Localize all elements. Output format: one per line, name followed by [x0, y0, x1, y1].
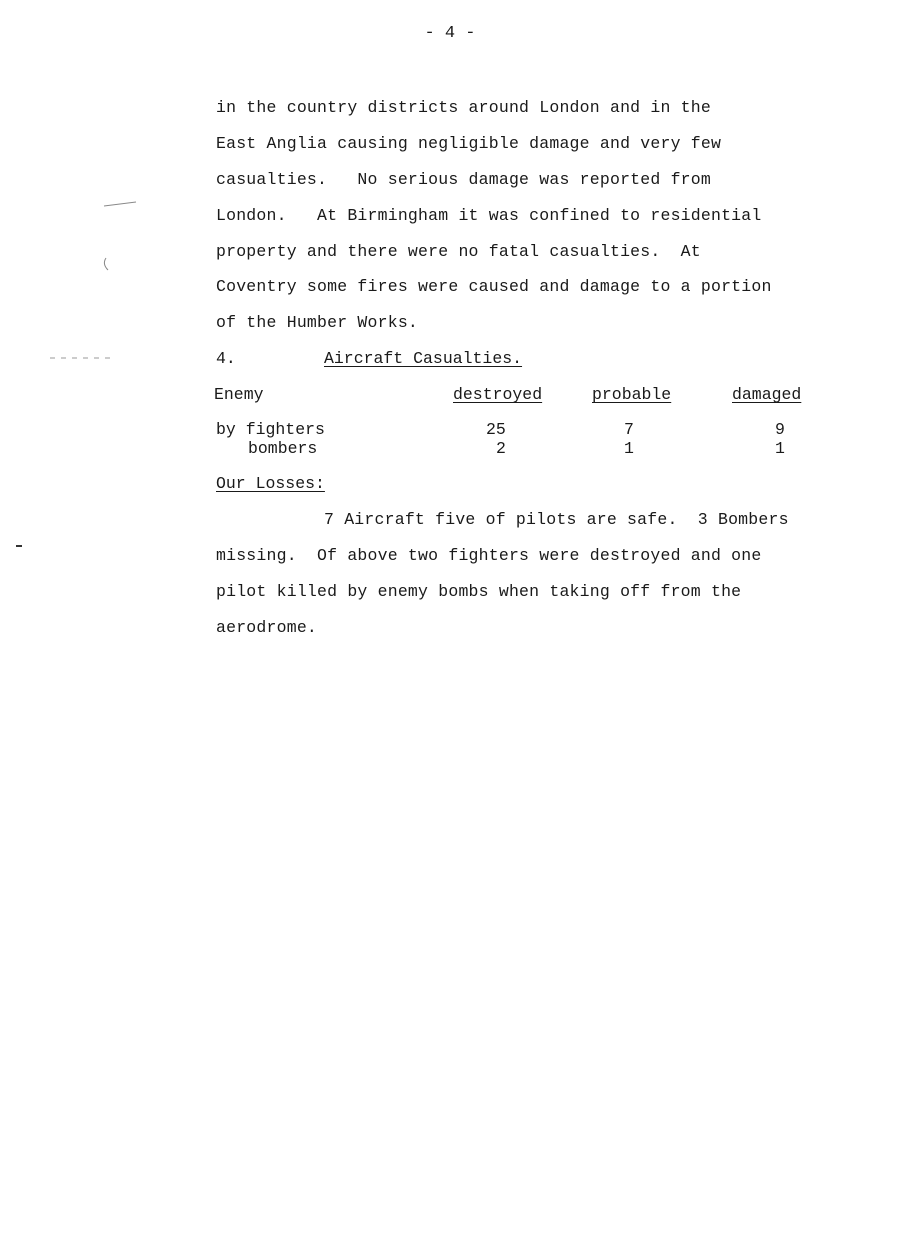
page-number: - 4 -	[424, 24, 476, 43]
section-number: 4.	[216, 349, 236, 368]
row-damaged: 1	[775, 439, 785, 458]
paragraph-line: in the country districts around London and in the	[216, 98, 711, 117]
losses-line: 7 Aircraft five of pilots are safe. 3 Bombers	[324, 510, 789, 529]
row-destroyed: 25	[486, 420, 506, 439]
row-label: by fighters	[216, 420, 325, 439]
table-header-damaged: damaged	[732, 385, 802, 404]
paragraph-line: casualties. No serious damage was reported from	[216, 170, 711, 189]
table-header-probable: probable	[592, 385, 672, 404]
scan-mark	[104, 258, 108, 270]
paragraph-line: property and there were no fatal casualties. At	[216, 242, 701, 261]
losses-line: aerodrome.	[216, 618, 318, 637]
paragraph-line: of the Humber Works.	[216, 313, 419, 332]
row-label: bombers	[248, 439, 318, 458]
table-header-label: Enemy	[214, 385, 264, 404]
paragraph-line: London. At Birmingham it was confined to residential	[216, 206, 762, 225]
paragraph-line: East Anglia causing negligible damage and very few	[216, 134, 722, 153]
losses-heading: Our Losses:	[216, 474, 325, 493]
section-title: Aircraft Casualties.	[324, 349, 523, 368]
paragraph-line: Coventry some fires were caused and damage to a portion	[216, 277, 772, 296]
row-destroyed: 2	[496, 439, 506, 458]
scan-mark	[104, 202, 136, 206]
row-probable: 1	[624, 439, 634, 458]
row-probable: 7	[624, 420, 634, 439]
row-damaged: 9	[775, 420, 785, 439]
losses-line: pilot killed by enemy bombs when taking off from the	[216, 582, 742, 601]
losses-line: missing. Of above two fighters were destroyed and one	[216, 546, 762, 565]
table-header-destroyed: destroyed	[453, 385, 543, 404]
